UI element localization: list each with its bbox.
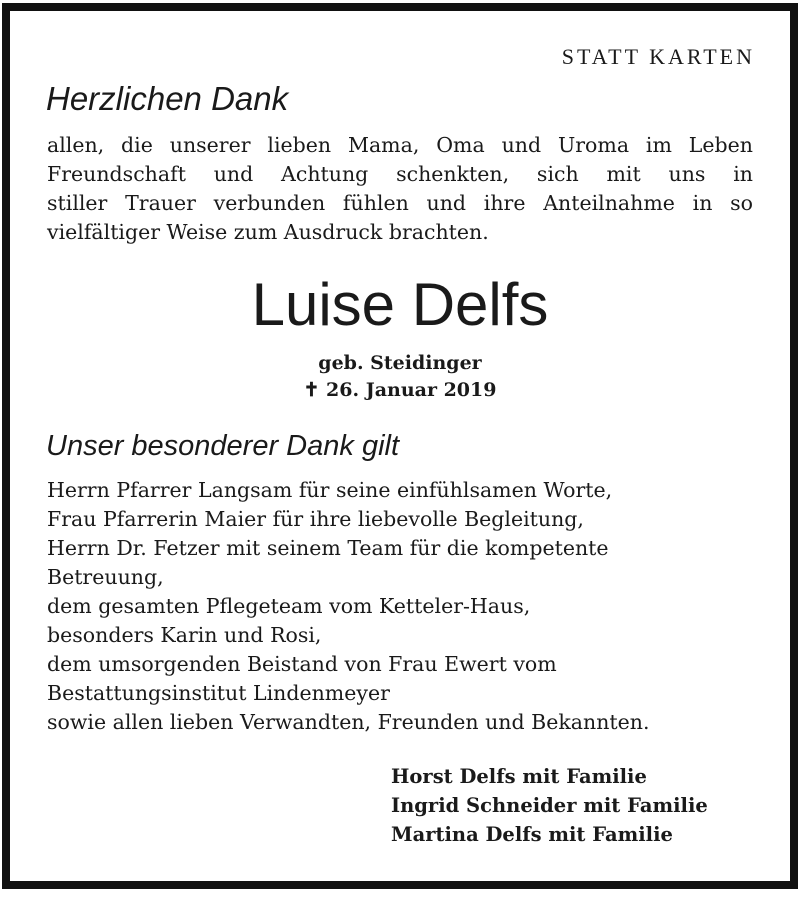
thanks-line: besonders Karin und Rosi, <box>47 623 322 647</box>
signatures <box>391 762 708 849</box>
intro-line: Freundschaft und Achtung schenkten, sich mit uns in <box>47 162 753 186</box>
thanks-line: dem umsorgenden Beistand von Frau Ewert vom <box>47 652 557 676</box>
thanks-line: Betreuung, <box>47 565 164 589</box>
thanks-line: Bestattungsinstitut Lindenmeyer <box>47 681 390 705</box>
thanks-heading: Unser besonderer Dank gilt <box>46 430 400 462</box>
thanks-line: sowie allen lieben Verwandten, Freunden und Bekannten. <box>47 710 650 734</box>
deceased-name: Luise Delfs <box>251 271 549 338</box>
death-date: ✝ 26. Januar 2019 <box>303 379 497 401</box>
thanks-line: dem gesamten Pflegeteam vom Ketteler-Haus, <box>47 594 531 618</box>
statt-karten-label: STATT KARTEN <box>561 44 755 69</box>
thanks-line: Herrn Dr. Fetzer mit seinem Team für die kompetente <box>47 536 609 560</box>
intro-line: allen, die unserer lieben Mama, Oma und Uroma im Leben <box>47 133 753 157</box>
intro-paragraph <box>47 131 753 247</box>
thanks-line: Herrn Pfarrer Langsam für seine einfühlsamen Worte, <box>47 478 613 502</box>
thanks-line: Frau Pfarrerin Maier für ihre liebevolle Begleitung, <box>47 507 584 531</box>
thanks-paragraph <box>47 476 753 737</box>
intro-heading: Herzlichen Dank <box>46 80 289 117</box>
signature-line: Martina Delfs mit Familie <box>391 823 673 846</box>
intro-line: stiller Trauer verbunden fühlen und ihre Anteilnahme in so <box>47 191 753 215</box>
intro-line: vielfältiger Weise zum Ausdruck brachten. <box>47 220 489 244</box>
birth-name: geb. Steidinger <box>318 352 482 374</box>
signature-line: Horst Delfs mit Familie <box>391 765 647 788</box>
signature-line: Ingrid Schneider mit Familie <box>391 794 708 817</box>
